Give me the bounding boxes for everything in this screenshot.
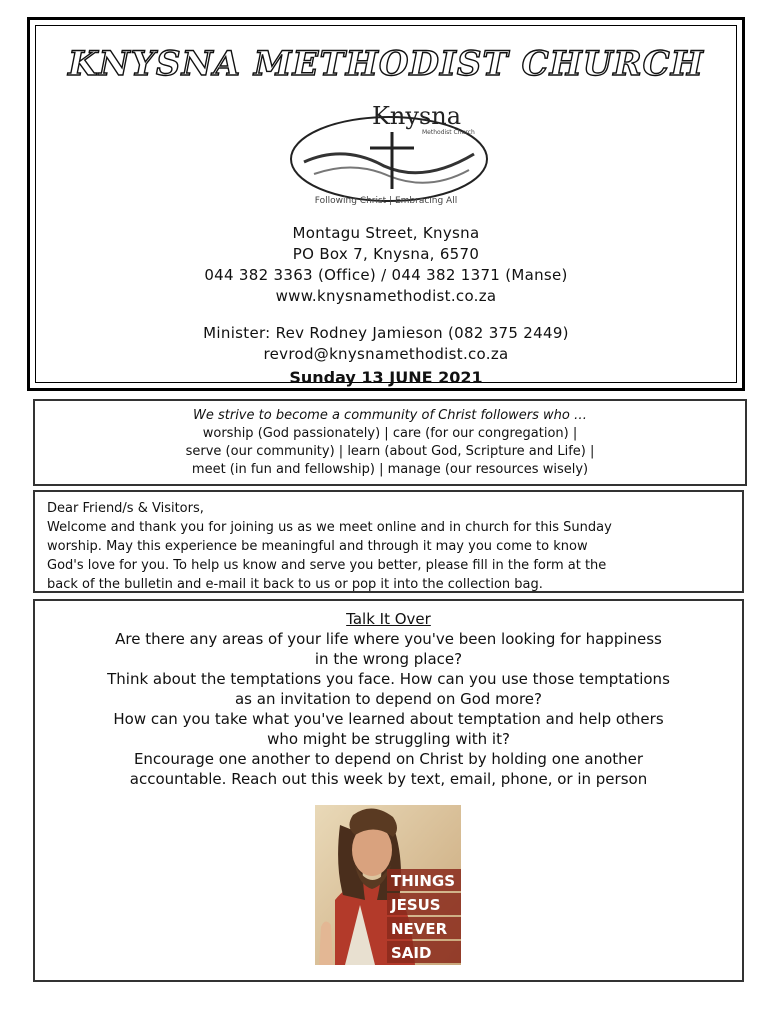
image-word: SAID — [391, 944, 432, 962]
minister-email: revrod@knysnamethodist.co.za — [263, 345, 509, 363]
things-jesus-never-said-image — [315, 805, 461, 965]
logo-sub: Methodist Church — [422, 129, 475, 136]
image-word: NEVER — [391, 920, 448, 938]
website: www.knysnamethodist.co.za — [275, 287, 497, 305]
letter-line: Welcome and thank you for joining us as we meet online and in church for this Sunday — [47, 520, 612, 535]
po-box: PO Box 7, Knysna, 6570 — [292, 245, 480, 263]
talk-question: who might be struggling with it? — [267, 730, 510, 748]
logo-name: Knysna — [372, 102, 462, 130]
church-header-inner — [35, 25, 737, 387]
letter-line: worship. May this experience be meaningful and through it may you come to know — [47, 539, 588, 554]
welcome-letter — [33, 490, 744, 593]
talk-question: Encourage one another to depend on Christ by holding one another — [133, 750, 644, 768]
letter-greeting: Dear Friend/s & Visitors, — [47, 501, 204, 516]
talk-question: as an invitation to depend on God more? — [234, 690, 543, 708]
image-word: JESUS — [391, 896, 441, 914]
church-title: KNYSNA METHODIST CHURCH — [68, 44, 704, 84]
church-logo — [284, 84, 494, 204]
talk-heading: Talk It Over — [346, 610, 431, 628]
letter-line: back of the bulletin and e-mail it back to us or pop it into the collection bag. — [47, 577, 543, 592]
mission-line: serve (our community) | learn (about God, Scripture and Life) | — [185, 444, 595, 459]
talk-question: accountable. Reach out this week by text, email, phone, or in person — [129, 770, 648, 788]
tagline: Following Christ | Embracing All — [314, 196, 458, 206]
talk-question: in the wrong place? — [314, 650, 463, 668]
mission-line: meet (in fun and fellowship) | manage (our resources wisely) — [191, 462, 589, 477]
phone-numbers: 044 382 3363 (Office) / 044 382 1371 (Manse) — [204, 266, 568, 284]
mission-box — [33, 399, 747, 486]
talk-question: Are there any areas of your life where you've been looking for happiness — [115, 630, 662, 648]
image-word: THINGS — [391, 872, 456, 890]
minister: Minister: Rev Rodney Jamieson (082 375 2449) — [203, 324, 569, 342]
talk-question: How can you take what you've learned about temptation and help others — [113, 710, 664, 728]
church-header — [27, 17, 745, 391]
talk-question: Think about the temptations you face. How can you use those temptations — [107, 670, 670, 688]
service-date: Sunday 13 JUNE 2021 — [289, 368, 483, 387]
street-address: Montagu Street, Knysna — [292, 224, 480, 242]
mission-lead: We strive to become a community of Christ followers who … — [193, 408, 587, 423]
talk-it-over-box — [33, 599, 744, 982]
mission-line: worship (God passionately) | care (for our congregation) | — [202, 426, 578, 441]
letter-line: God's love for you. To help us know and serve you better, please fill in the form at the — [47, 558, 607, 573]
